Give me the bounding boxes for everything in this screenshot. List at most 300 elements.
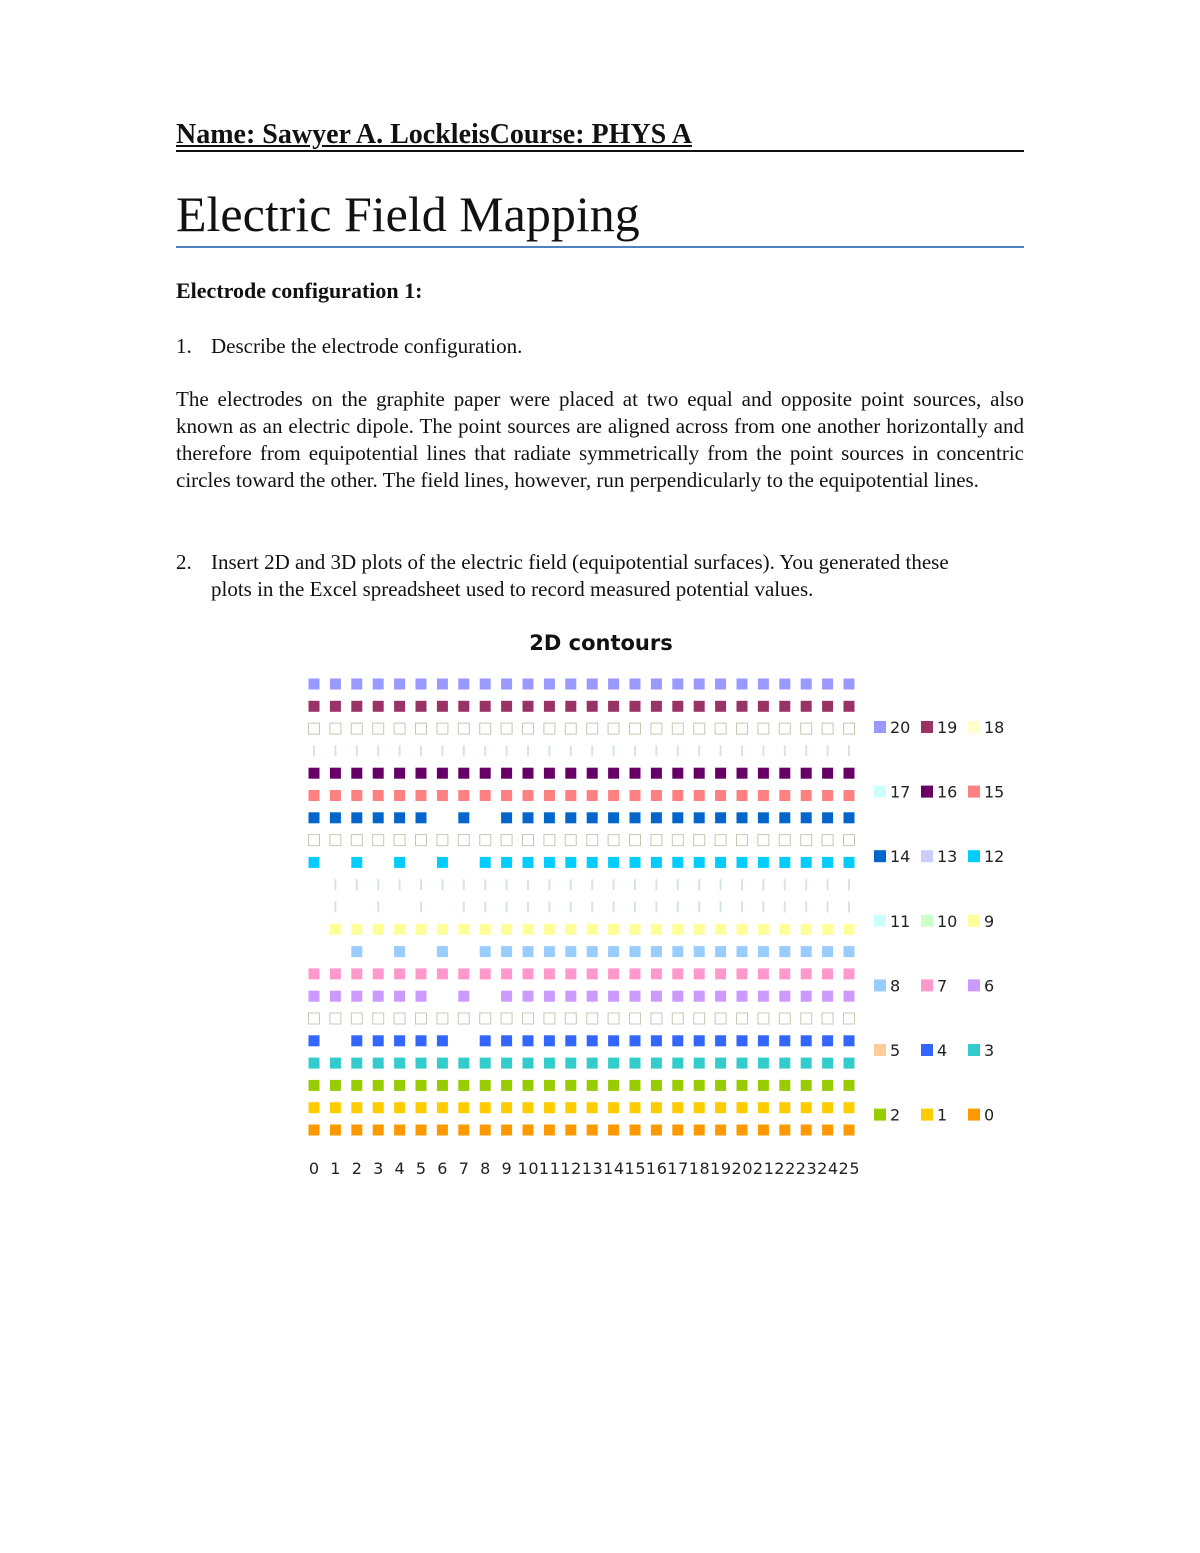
contour-cell: [737, 723, 748, 734]
legend-swatch: [968, 850, 980, 862]
contour-cell: [373, 1102, 384, 1113]
contour-cell: [844, 790, 855, 801]
contour-cell: [801, 790, 812, 801]
contour-cell: [309, 1125, 320, 1136]
contour-cell: [715, 768, 726, 779]
contour-cell: [608, 1125, 619, 1136]
contour-cell: [373, 924, 384, 935]
legend-swatch: [874, 1109, 886, 1121]
contour-cell: [309, 679, 320, 690]
contour-cell: [779, 790, 790, 801]
contour-cell: [565, 857, 576, 868]
contour-cell: [779, 1125, 790, 1136]
contour-cell: [651, 768, 662, 779]
contour-cell: [587, 790, 598, 801]
contour-cell: [416, 679, 427, 690]
contour-cell: [351, 968, 362, 979]
contour-cell: [587, 835, 598, 846]
contour-cell: [694, 701, 705, 712]
contour-cell: [570, 879, 572, 890]
contour-cell: [330, 924, 341, 935]
contour-cell: [330, 701, 341, 712]
contour-cell: [373, 1013, 384, 1024]
contour-cell: [437, 835, 448, 846]
contour-cell: [309, 1102, 320, 1113]
contour-cell: [630, 991, 641, 1002]
contour-cell: [523, 1035, 534, 1046]
contour-cell: [741, 745, 743, 756]
contour-cell: [480, 701, 491, 712]
contour-cell: [544, 946, 555, 957]
contour-cell: [330, 723, 341, 734]
contour-cell: [523, 1080, 534, 1091]
contour-cell: [587, 1102, 598, 1113]
legend-label: 17: [890, 782, 911, 802]
contour-cell: [651, 812, 662, 823]
contour-cell: [437, 924, 448, 935]
contour-cell: [608, 968, 619, 979]
contour-cell: [630, 924, 641, 935]
contour-cell: [655, 745, 657, 756]
contour-cell: [591, 902, 593, 913]
chart-cells: [309, 679, 855, 1136]
contour-cell: [480, 1013, 491, 1024]
contour-cell: [309, 857, 320, 868]
contour-cell: [480, 790, 491, 801]
section-heading: Electrode configuration 1:: [176, 278, 423, 303]
contour-cell: [779, 1080, 790, 1091]
contour-cell: [844, 768, 855, 779]
contour-cell: [309, 701, 320, 712]
contour-cell: [844, 968, 855, 979]
contour-cell: [501, 1013, 512, 1024]
contour-cell: [737, 812, 748, 823]
contour-cell: [330, 968, 341, 979]
contour-cell: [608, 1080, 619, 1091]
legend-swatch: [921, 850, 933, 862]
contour-cell: [351, 1035, 362, 1046]
contour-cell: [715, 1125, 726, 1136]
x-tick-label: 14: [603, 1159, 625, 1178]
contour-cell: [758, 1102, 769, 1113]
contour-cell: [373, 991, 384, 1002]
contour-cell: [351, 679, 362, 690]
contour-cell: [394, 1102, 405, 1113]
contour-cell: [309, 812, 320, 823]
contour-cell: [801, 1102, 812, 1113]
contour-cell: [527, 902, 529, 913]
contour-cell: [480, 1102, 491, 1113]
contour-cell: [330, 790, 341, 801]
contour-cell: [651, 1013, 662, 1024]
contour-cell: [608, 1058, 619, 1069]
contour-cell: [373, 701, 384, 712]
legend-swatch: [921, 786, 933, 798]
contour-cell: [480, 723, 491, 734]
contour-cell: [844, 1080, 855, 1091]
contour-cell: [309, 1080, 320, 1091]
contour-cell: [373, 790, 384, 801]
contour-cell: [565, 679, 576, 690]
contour-cell: [801, 924, 812, 935]
legend-swatch: [968, 1109, 980, 1121]
contour-cell: [737, 835, 748, 846]
contour-cell: [523, 1102, 534, 1113]
contour-cell: [544, 857, 555, 868]
contour-cell: [399, 745, 401, 756]
contour-cell: [394, 1125, 405, 1136]
contour-cell: [672, 1013, 683, 1024]
contour-cell: [437, 679, 448, 690]
contour-cell: [570, 902, 572, 913]
contour-cell: [548, 902, 550, 913]
contour-cell: [351, 723, 362, 734]
legend-label: 15: [984, 782, 1005, 802]
contour-cell: [630, 679, 641, 690]
legend-label: 10: [937, 911, 958, 931]
contour-cell: [458, 991, 469, 1002]
contour-cell: [758, 946, 769, 957]
contour-cell: [544, 1035, 555, 1046]
contour-cell: [587, 812, 598, 823]
contour-cell: [373, 968, 384, 979]
contour-cell: [694, 1058, 705, 1069]
contour-cell: [523, 723, 534, 734]
contour-cell: [779, 723, 790, 734]
contour-cell: [801, 1125, 812, 1136]
contour-cell: [548, 879, 550, 890]
contour-cell: [587, 991, 598, 1002]
contour-cell: [480, 1080, 491, 1091]
contour-cell: [779, 1102, 790, 1113]
contour-cell: [527, 745, 529, 756]
contour-cell: [737, 1035, 748, 1046]
legend-label: 19: [937, 718, 958, 737]
x-tick-label: 0: [308, 1159, 320, 1178]
contour-cell: [458, 790, 469, 801]
legend-label: 20: [890, 718, 911, 737]
contour-cell: [334, 879, 336, 890]
contour-cell: [587, 723, 598, 734]
x-tick-label: 3: [373, 1159, 384, 1178]
contour-cell: [544, 1080, 555, 1091]
contour-cell: [587, 1080, 598, 1091]
x-tick-label: 21: [752, 1159, 774, 1178]
contour-cell: [822, 835, 833, 846]
contour-cell: [608, 790, 619, 801]
contour-cell: [737, 679, 748, 690]
contour-cell: [523, 1013, 534, 1024]
contour-cell: [737, 701, 748, 712]
contour-cell: [651, 679, 662, 690]
contour-cell: [698, 879, 700, 890]
contour-cell: [822, 812, 833, 823]
legend-label: 11: [890, 911, 911, 931]
contour-cell: [844, 1125, 855, 1136]
contour-cell: [463, 745, 465, 756]
contour-cell: [694, 768, 705, 779]
contour-cell: [330, 1080, 341, 1091]
contour-cell: [587, 1125, 598, 1136]
contour-cell: [523, 768, 534, 779]
x-tick-label: 6: [437, 1159, 448, 1178]
contour-cell: [715, 924, 726, 935]
contour-cell: [587, 701, 598, 712]
legend-swatch: [874, 979, 886, 991]
contour-cell: [458, 701, 469, 712]
contour-cell: [587, 768, 598, 779]
contour-cell: [822, 790, 833, 801]
contour-cell: [480, 857, 491, 868]
x-tick-label: 9: [501, 1159, 512, 1178]
contour-cell: [694, 968, 705, 979]
contour-cell: [420, 879, 422, 890]
contour-cell: [587, 1058, 598, 1069]
contour-cell: [523, 679, 534, 690]
contour-cell: [351, 857, 362, 868]
contour-cell: [501, 1080, 512, 1091]
contour-cell: [480, 924, 491, 935]
contour-cell: [377, 879, 379, 890]
contour-cell: [741, 879, 743, 890]
contour-cell: [523, 968, 534, 979]
contour-cell: [565, 812, 576, 823]
legend-swatch: [874, 850, 886, 862]
x-tick-label: 25: [838, 1159, 860, 1178]
contour-cell: [480, 1035, 491, 1046]
contour-cell: [758, 924, 769, 935]
contour-cell: [523, 812, 534, 823]
contour-cell: [394, 857, 405, 868]
contour-cell: [741, 902, 743, 913]
contour-cell: [351, 924, 362, 935]
contour-cell: [801, 701, 812, 712]
contour-cell: [565, 1058, 576, 1069]
contour-cell: [651, 991, 662, 1002]
contour-cell: [394, 991, 405, 1002]
contour-cell: [758, 1035, 769, 1046]
contour-cell: [608, 991, 619, 1002]
contour-cell: [463, 902, 465, 913]
contour-cell: [677, 902, 679, 913]
contour-cell: [737, 991, 748, 1002]
contour-cell: [373, 812, 384, 823]
contour-cell: [501, 1102, 512, 1113]
contour-cell: [651, 835, 662, 846]
contour-cell: [779, 812, 790, 823]
contour-cell: [501, 946, 512, 957]
contour-cell: [480, 968, 491, 979]
contour-cell: [630, 835, 641, 846]
contour-cell: [565, 1102, 576, 1113]
contour-cell: [672, 768, 683, 779]
contour-cell: [758, 1080, 769, 1091]
contour-cell: [608, 679, 619, 690]
contour-cell: [416, 812, 427, 823]
contour-cell: [351, 991, 362, 1002]
contour-cell: [501, 1058, 512, 1069]
contour-cell: [565, 1013, 576, 1024]
contour-cell: [844, 701, 855, 712]
contour-cell: [351, 946, 362, 957]
contour-cell: [506, 879, 508, 890]
contour-cell: [737, 1058, 748, 1069]
legend-label: 12: [984, 847, 1005, 867]
contour-cell: [608, 701, 619, 712]
contour-cell: [758, 679, 769, 690]
contour-cell: [458, 1013, 469, 1024]
contour-cell: [501, 679, 512, 690]
answer-paragraph: The electrodes on the graphite paper were placed at two equal and opposite point sources, also known as an electric dipole. The point sources are aligned across from one another horizontally and therefore from equipotential lines that radiate symmetrically from the point sources in concentric circles toward the other. The field lines, however, run perpendicularly to the equipotential lines.: [176, 387, 1024, 492]
contour-cell: [634, 902, 636, 913]
contour-cell: [715, 723, 726, 734]
contour-cell: [458, 1058, 469, 1069]
contour-cell: [698, 902, 700, 913]
legend-swatch: [921, 979, 933, 991]
contour-cell: [608, 768, 619, 779]
question-text: Describe the electrode configuration.: [211, 334, 523, 358]
contour-cell: [565, 924, 576, 935]
contour-cell: [630, 1013, 641, 1024]
contour-cell: [437, 723, 448, 734]
contour-cell: [715, 857, 726, 868]
contour-cell: [758, 1125, 769, 1136]
contour-cell: [587, 968, 598, 979]
contour-cell: [458, 679, 469, 690]
contour-cell: [715, 701, 726, 712]
contour-cell: [779, 1013, 790, 1024]
contour-cell: [805, 902, 807, 913]
contour-cell: [715, 790, 726, 801]
contour-cell: [715, 968, 726, 979]
contour-cell: [844, 991, 855, 1002]
contour-cell: [827, 879, 829, 890]
legend-swatch: [968, 979, 980, 991]
contour-cell: [651, 790, 662, 801]
contour-cell: [416, 723, 427, 734]
contour-cell: [501, 924, 512, 935]
contour-cell: [523, 790, 534, 801]
course-name: Course: PHYS A: [489, 119, 692, 150]
contour-cell: [437, 701, 448, 712]
contour-cell: [608, 1102, 619, 1113]
contour-cell: [377, 902, 379, 913]
contour-cell: [694, 1102, 705, 1113]
contour-cell: [501, 1035, 512, 1046]
contour-cell: [655, 902, 657, 913]
contour-cell: [608, 812, 619, 823]
contour-cell: [608, 857, 619, 868]
contour-cell: [630, 946, 641, 957]
contour-cell: [651, 1035, 662, 1046]
contour-cell: [565, 946, 576, 957]
contour-cell: [544, 679, 555, 690]
contour-cell: [501, 835, 512, 846]
legend-swatch: [968, 786, 980, 798]
contour-cell: [330, 1102, 341, 1113]
contour-cell: [801, 991, 812, 1002]
contour-cell: [779, 679, 790, 690]
x-tick-label: 4: [394, 1159, 405, 1178]
contour-cell: [441, 879, 443, 890]
contour-cell: [458, 924, 469, 935]
contour-cell: [523, 1058, 534, 1069]
contour-cell: [672, 835, 683, 846]
contour-cell: [591, 745, 593, 756]
contour-cell: [758, 768, 769, 779]
contour-cell: [309, 835, 320, 846]
legend-swatch: [968, 1044, 980, 1056]
contour-cell: [672, 790, 683, 801]
contour-cell: [672, 723, 683, 734]
contour-cell: [458, 1102, 469, 1113]
contour-cell: [720, 902, 722, 913]
contour-cell: [779, 968, 790, 979]
contour-cell: [715, 835, 726, 846]
contour-cell: [651, 924, 662, 935]
contour-cell: [779, 924, 790, 935]
contour-cell: [694, 1035, 705, 1046]
contour-cell: [715, 1013, 726, 1024]
contour-cell: [822, 1013, 833, 1024]
contour-cell: [762, 879, 764, 890]
contour-cell: [416, 1102, 427, 1113]
legend-swatch: [921, 1109, 933, 1121]
contour-cell: [822, 857, 833, 868]
contour-cell: [416, 991, 427, 1002]
contour-cell: [672, 857, 683, 868]
contour-cell: [523, 857, 534, 868]
x-tick-label: 22: [774, 1159, 796, 1178]
contour-cell: [784, 902, 786, 913]
contour-cell: [501, 968, 512, 979]
contour-cell: [698, 745, 700, 756]
contour-cell: [651, 968, 662, 979]
legend-swatch: [968, 915, 980, 927]
contour-cell: [822, 1035, 833, 1046]
legend-swatch: [874, 915, 886, 927]
contour-cell: [565, 1035, 576, 1046]
contour-cell: [651, 723, 662, 734]
contour-cell: [844, 1058, 855, 1069]
contour-cell: [587, 857, 598, 868]
legend-label: 1: [937, 1105, 948, 1125]
contour-cell: [758, 968, 769, 979]
contour-cell: [373, 1125, 384, 1136]
contour-cell: [437, 1125, 448, 1136]
contour-cell: [309, 1013, 320, 1024]
contour-cell: [608, 723, 619, 734]
contour-cell: [715, 1035, 726, 1046]
contour-cell: [758, 701, 769, 712]
contour-cell: [784, 879, 786, 890]
contour-cell: [565, 790, 576, 801]
contour-cell: [565, 835, 576, 846]
contour-cell: [565, 768, 576, 779]
contour-cell: [630, 1058, 641, 1069]
contour-cell: [758, 835, 769, 846]
contour-cell: [822, 946, 833, 957]
contour-cell: [501, 790, 512, 801]
contour-cell: [351, 1058, 362, 1069]
contour-cell: [715, 1102, 726, 1113]
contour-cell: [694, 1080, 705, 1091]
contour-cell: [373, 1035, 384, 1046]
contour-cell: [373, 835, 384, 846]
contour-cell: [523, 991, 534, 1002]
contour-cell: [822, 1102, 833, 1113]
contour-cell: [630, 1125, 641, 1136]
